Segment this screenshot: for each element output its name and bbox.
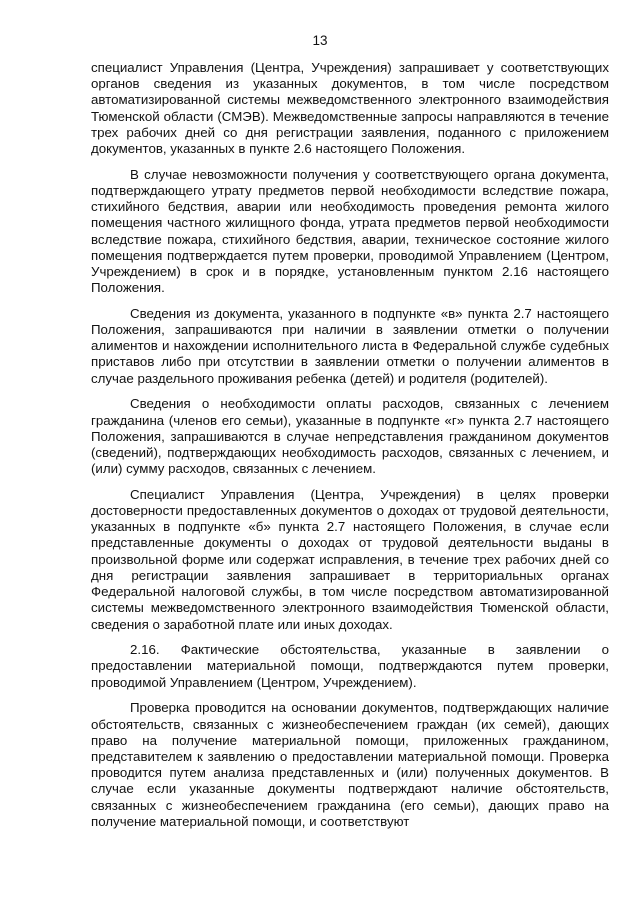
paragraph: 2.16. Фактические обстоятельства, указанные в заявлении о предоставлении материальной помощи, подтверждаются путем проверки, проводимой Управлением (Центром, Учреждением). <box>91 642 609 690</box>
page-number: 13 <box>312 33 328 48</box>
paragraph: Сведения о необходимости оплаты расходов, связанных с лечением гражданина (членов его семьи), указанные в подпункте «г» пункта 2.7 настоящего Положения, запрашиваются в случае непредставления гражданином документов (сведений), подтверждающих необходимость расходов, связанных с лечением, и (или) сумму расходов, связанных с лечением. <box>91 396 609 477</box>
paragraph: Проверка проводится на основании документов, подтверждающих наличие обстоятельств, связанных с жизнеобеспечением граждан (их семей), дающих право на получение материальной помощи, приложенных гражданином, представителем к заявлению о предоставлении материальной помощи. Проверка проводится путем анализа представленных и (или) полученных документов. В случае если указанные документы подтверждают наличие обстоятельств, связанных с жизнеобеспечением гражданина (его семьи), дающих право на получение материальной помощи, и соответствуют <box>91 700 609 829</box>
paragraph: специалист Управления (Центра, Учреждения) запрашивает у соответствующих органов сведения из указанных документов, в том числе посредством автоматизированной системы межведомственного электронного взаимодействия Тюменской области (СМЭВ). Межведомственные запросы направляются в течение трех рабочих дней со дня регистрации заявления, поданного с приложением документов, указанных в пункте 2.6 настоящего Положения. <box>91 60 609 157</box>
paragraph: Специалист Управления (Центра, Учреждения) в целях проверки достоверности предоставленных документов о доходах от трудовой деятельности, указанных в подпункте «б» пункта 2.7 настоящего Положения, в случае если представленные документы о доходах от трудовой деятельности выданы в произвольной форме или содержат исправления, в течение трех рабочих дней со дня регистрации заявления запрашивает в территориальных органах Федеральной налоговой службы, в том числе посредством автоматизированной системы межведомственного электронного взаимодействия Тюменской области, сведения о заработной плате или иных доходах. <box>91 486 609 632</box>
document-body <box>91 60 609 839</box>
paragraph: В случае невозможности получения у соответствующего органа документа, подтверждающего утрату предметов первой необходимости вследствие пожара, стихийного бедствия, аварии или необходимость проведения ремонта жилого помещения частного жилищного фонда, утрата предметов первой необходимости вследствие пожара, стихийного бедствия, аварии, техническое состояние жилого помещения подтверждается путем проверки, проводимой Управлением (Центром, Учреждением) в срок и в порядке, установленным пунктом 2.16 настоящего Положения. <box>91 166 609 296</box>
paragraph: Сведения из документа, указанного в подпункте «в» пункта 2.7 настоящего Положения, запрашиваются при наличии в заявлении отметки о получении алиментов и нахождении исполнительного листа в Федеральной службе судебных приставов либо при отсутствии в заявлении отметки о получении алиментов в случае раздельного проживания ребенка (детей) и родителя (родителей). <box>91 305 609 386</box>
